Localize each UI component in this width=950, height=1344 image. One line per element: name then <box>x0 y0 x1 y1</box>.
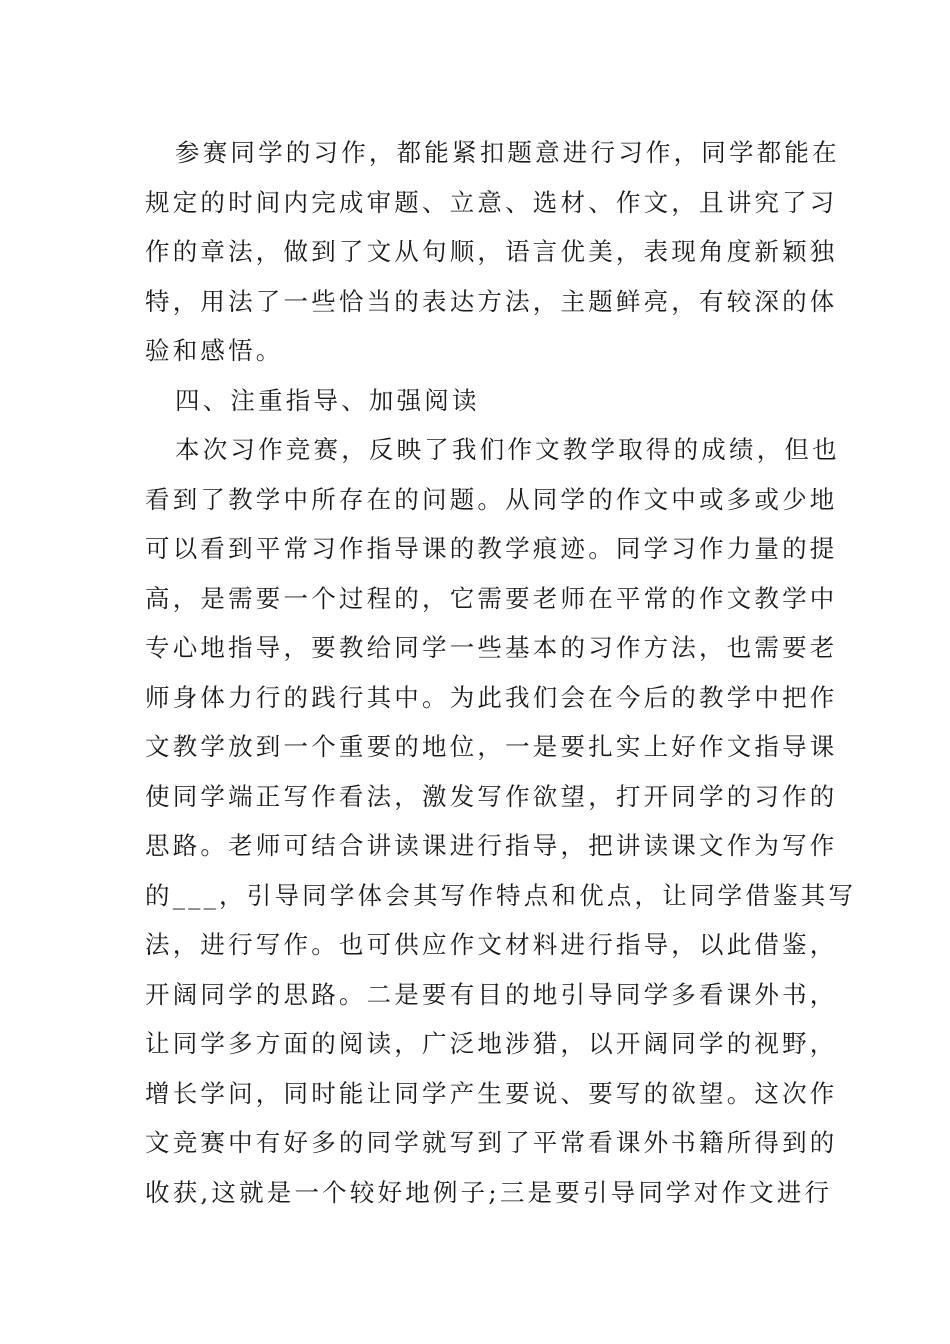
text-line: 特，用法了一些恰当的表达方法，主题鲜亮，有较深的体 <box>145 286 838 316</box>
text-line: 文教学放到一个重要的地位，一是要扎实上好作文指导课 <box>145 732 838 761</box>
text-line: 让同学多方面的阅读，广泛地涉猎，以开阔同学的视野， <box>145 1029 838 1058</box>
text-line: 法，进行写作。也可供应作文材料进行指导，以此借鉴， <box>145 930 838 959</box>
text-line: 看到了教学中所存在的问题。从同学的作文中或多或少地 <box>145 484 838 514</box>
text-line: 作的章法，做到了文从句顺，语言优美，表现角度新颖独 <box>145 237 838 266</box>
text-line: 收获,这就是一个较好地例子;三是要引导同学对作文进行 <box>145 1177 833 1207</box>
text-line: 专心地指导，要教给同学一些基本的习作方法，也需要老 <box>145 633 838 662</box>
text-line: 规定的时间内完成审题、立意、选材、作文，且讲究了习 <box>145 187 838 217</box>
text-line: 思路。老师可结合讲读课进行指导，把讲读课文作为写作 <box>145 831 838 860</box>
text-line: 增长学问，同时能让同学产生要说、要写的欲望。这次作 <box>145 1078 838 1108</box>
text-line: 高，是需要一个过程的，它需要老师在平常的作文教学中 <box>145 583 838 613</box>
text-line: 验和感悟。 <box>145 336 284 365</box>
text-line: 本次习作竞赛，反映了我们作文教学取得的成绩，但也 <box>175 435 840 464</box>
text-line: 参赛同学的习作，都能紧扣题意进行习作，同学都能在 <box>175 138 840 167</box>
text-line: 文竞赛中有好多的同学就写到了平常看课外书籍所得到的 <box>145 1128 838 1157</box>
text-line: 师身体力行的践行其中。为此我们会在今后的教学中把作 <box>145 682 838 712</box>
text-line: 开阔同学的思路。二是要有目的地引导同学多看课外书， <box>145 979 838 1009</box>
text-line: 使同学端正写作看法，激发写作欲望，打开同学的习作的 <box>145 781 838 811</box>
document-body <box>145 128 857 1217</box>
text-line: 的___，引导同学体会其写作特点和优点，让同学借鉴其写 <box>145 880 857 910</box>
text-line: 可以看到平常习作指导课的教学痕迹。同学习作力量的提 <box>145 534 838 563</box>
section-heading: 四、注重指导、加强阅读 <box>175 385 480 415</box>
